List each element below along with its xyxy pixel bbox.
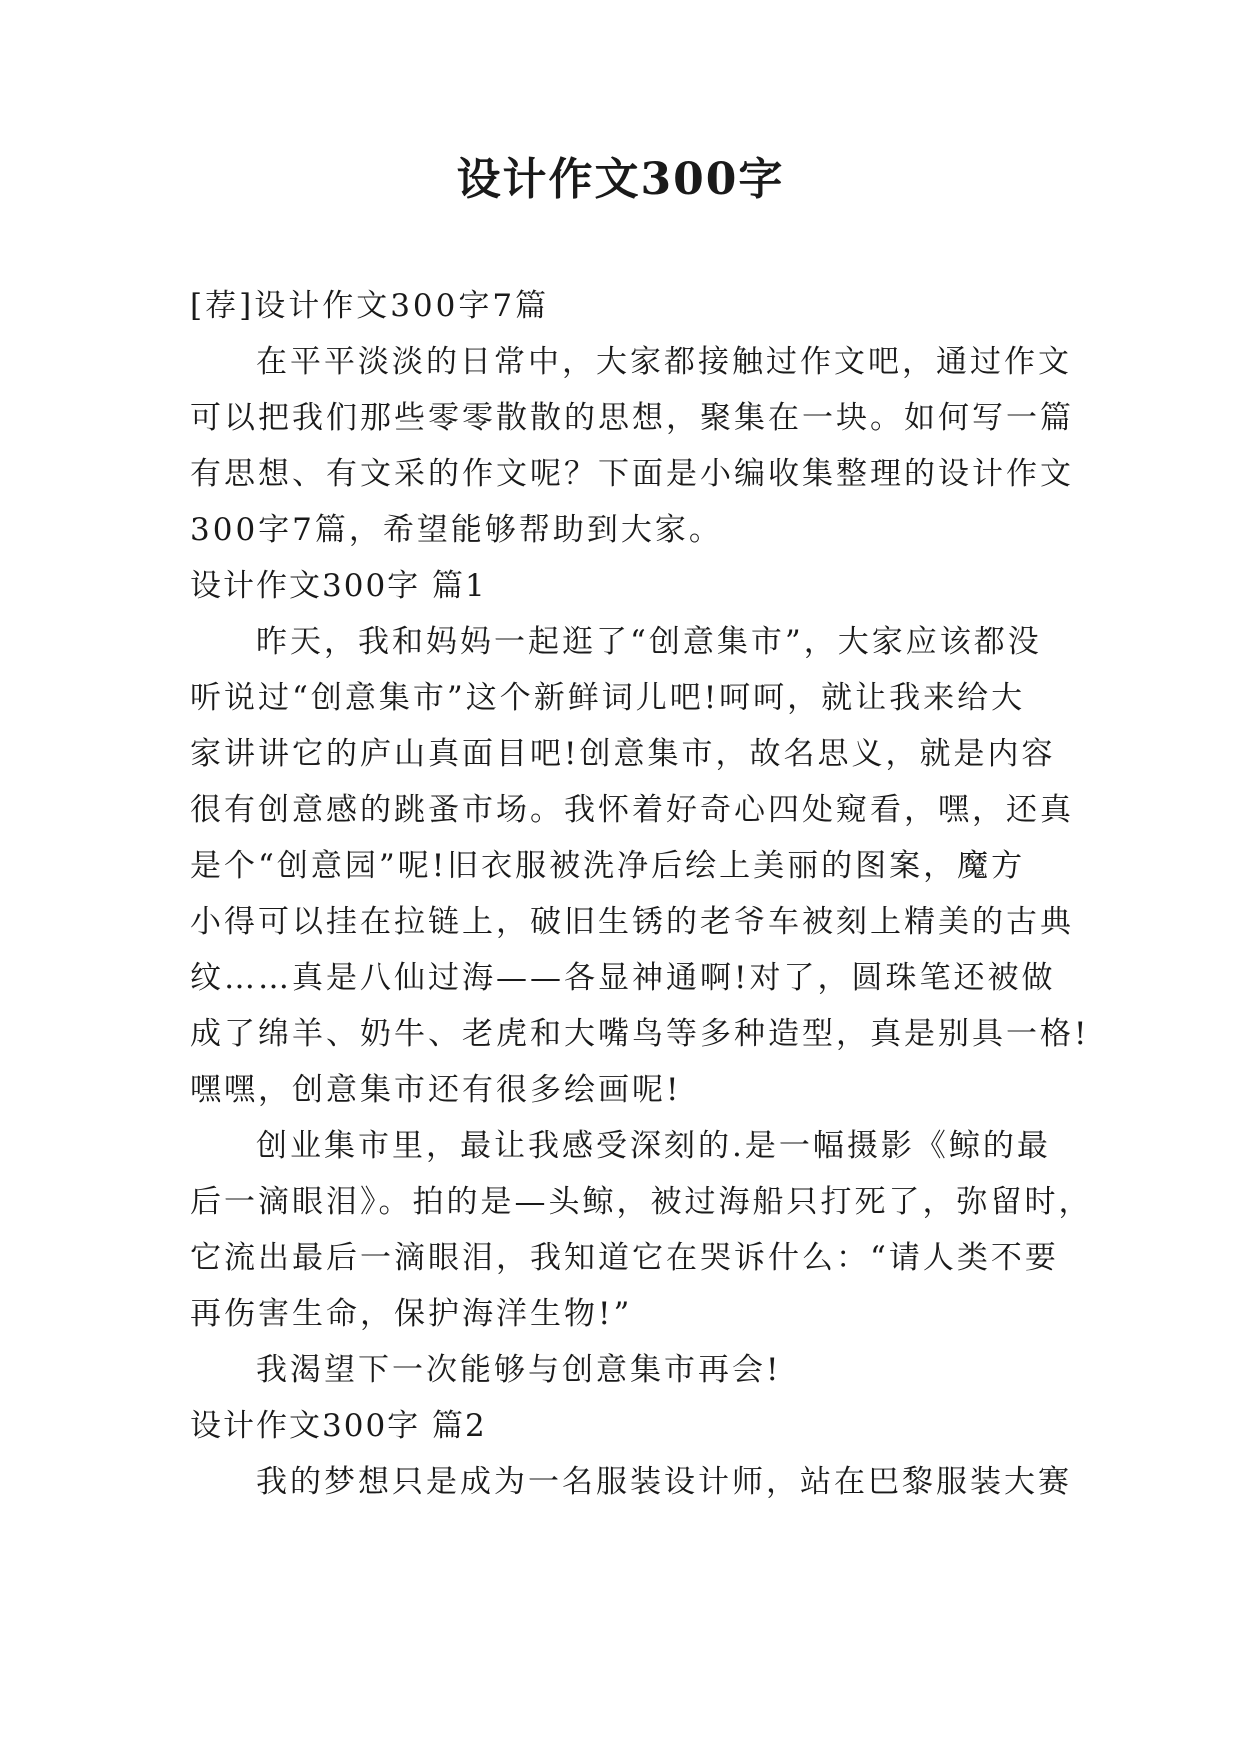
- paragraph-line: 我的梦想只是成为一名服装设计师，站在巴黎服装大赛: [256, 1464, 1072, 1500]
- paragraph-line: 是个“创意园”呢!旧衣服被洗净后绘上美丽的图案，魔方: [190, 848, 1026, 884]
- paragraph-line: 后一滴眼泪》。拍的是—头鲸，被过海船只打死了，弥留时，: [190, 1184, 1093, 1220]
- paragraph-line: 创业集市里，最让我感受深刻的.是一幅摄影《鲸的最: [256, 1128, 1051, 1164]
- paragraph-line: 再伤害生命，保护海洋生物!”: [190, 1296, 633, 1332]
- paragraph-line: 有思想、有文采的作文呢？下面是小编收集整理的设计作文: [190, 456, 1074, 492]
- paragraph-line: 纹……真是八仙过海——各显神通啊!对了，圆珠笔还被做: [190, 960, 1056, 996]
- paragraph-line: 嘿嘿，创意集市还有很多绘画呢!: [190, 1072, 682, 1108]
- paragraph-line: 家讲讲它的庐山真面目吧!创意集市，故名思义，就是内容: [190, 736, 1056, 772]
- paragraph-line: 听说过“创意集市”这个新鲜词儿吧!呵呵，就让我来给大: [190, 680, 1026, 716]
- paragraph-line: 可以把我们那些零零散散的思想，聚集在一块。如何写一篇: [190, 400, 1074, 436]
- paragraph-line: 小得可以挂在拉链上，破旧生锈的老爷车被刻上精美的古典: [190, 904, 1074, 940]
- paragraph-line: 成了绵羊、奶牛、老虎和大嘴鸟等多种造型，真是别具一格!: [190, 1016, 1090, 1052]
- section-heading: 设计作文300字 篇1: [190, 568, 487, 604]
- paragraph-line: 我渴望下一次能够与创意集市再会!: [256, 1352, 782, 1388]
- document-body: [190, 278, 1093, 1510]
- document-title: 设计作文300字: [456, 154, 785, 205]
- subtitle-line: [荐]设计作文300字7篇: [190, 288, 550, 324]
- paragraph-line: 300字7篇，希望能够帮助到大家。: [190, 512, 723, 548]
- section-heading: 设计作文300字 篇2: [190, 1408, 487, 1444]
- paragraph-line: 昨天，我和妈妈一起逛了“创意集市”，大家应该都没: [256, 624, 1042, 660]
- paragraph-line: 很有创意感的跳蚤市场。我怀着好奇心四处窥看，嘿，还真: [190, 792, 1074, 828]
- paragraph-line: 它流出最后一滴眼泪，我知道它在哭诉什么：“请人类不要: [190, 1240, 1059, 1276]
- paragraph-line: 在平平淡淡的日常中，大家都接触过作文吧，通过作文: [256, 344, 1072, 380]
